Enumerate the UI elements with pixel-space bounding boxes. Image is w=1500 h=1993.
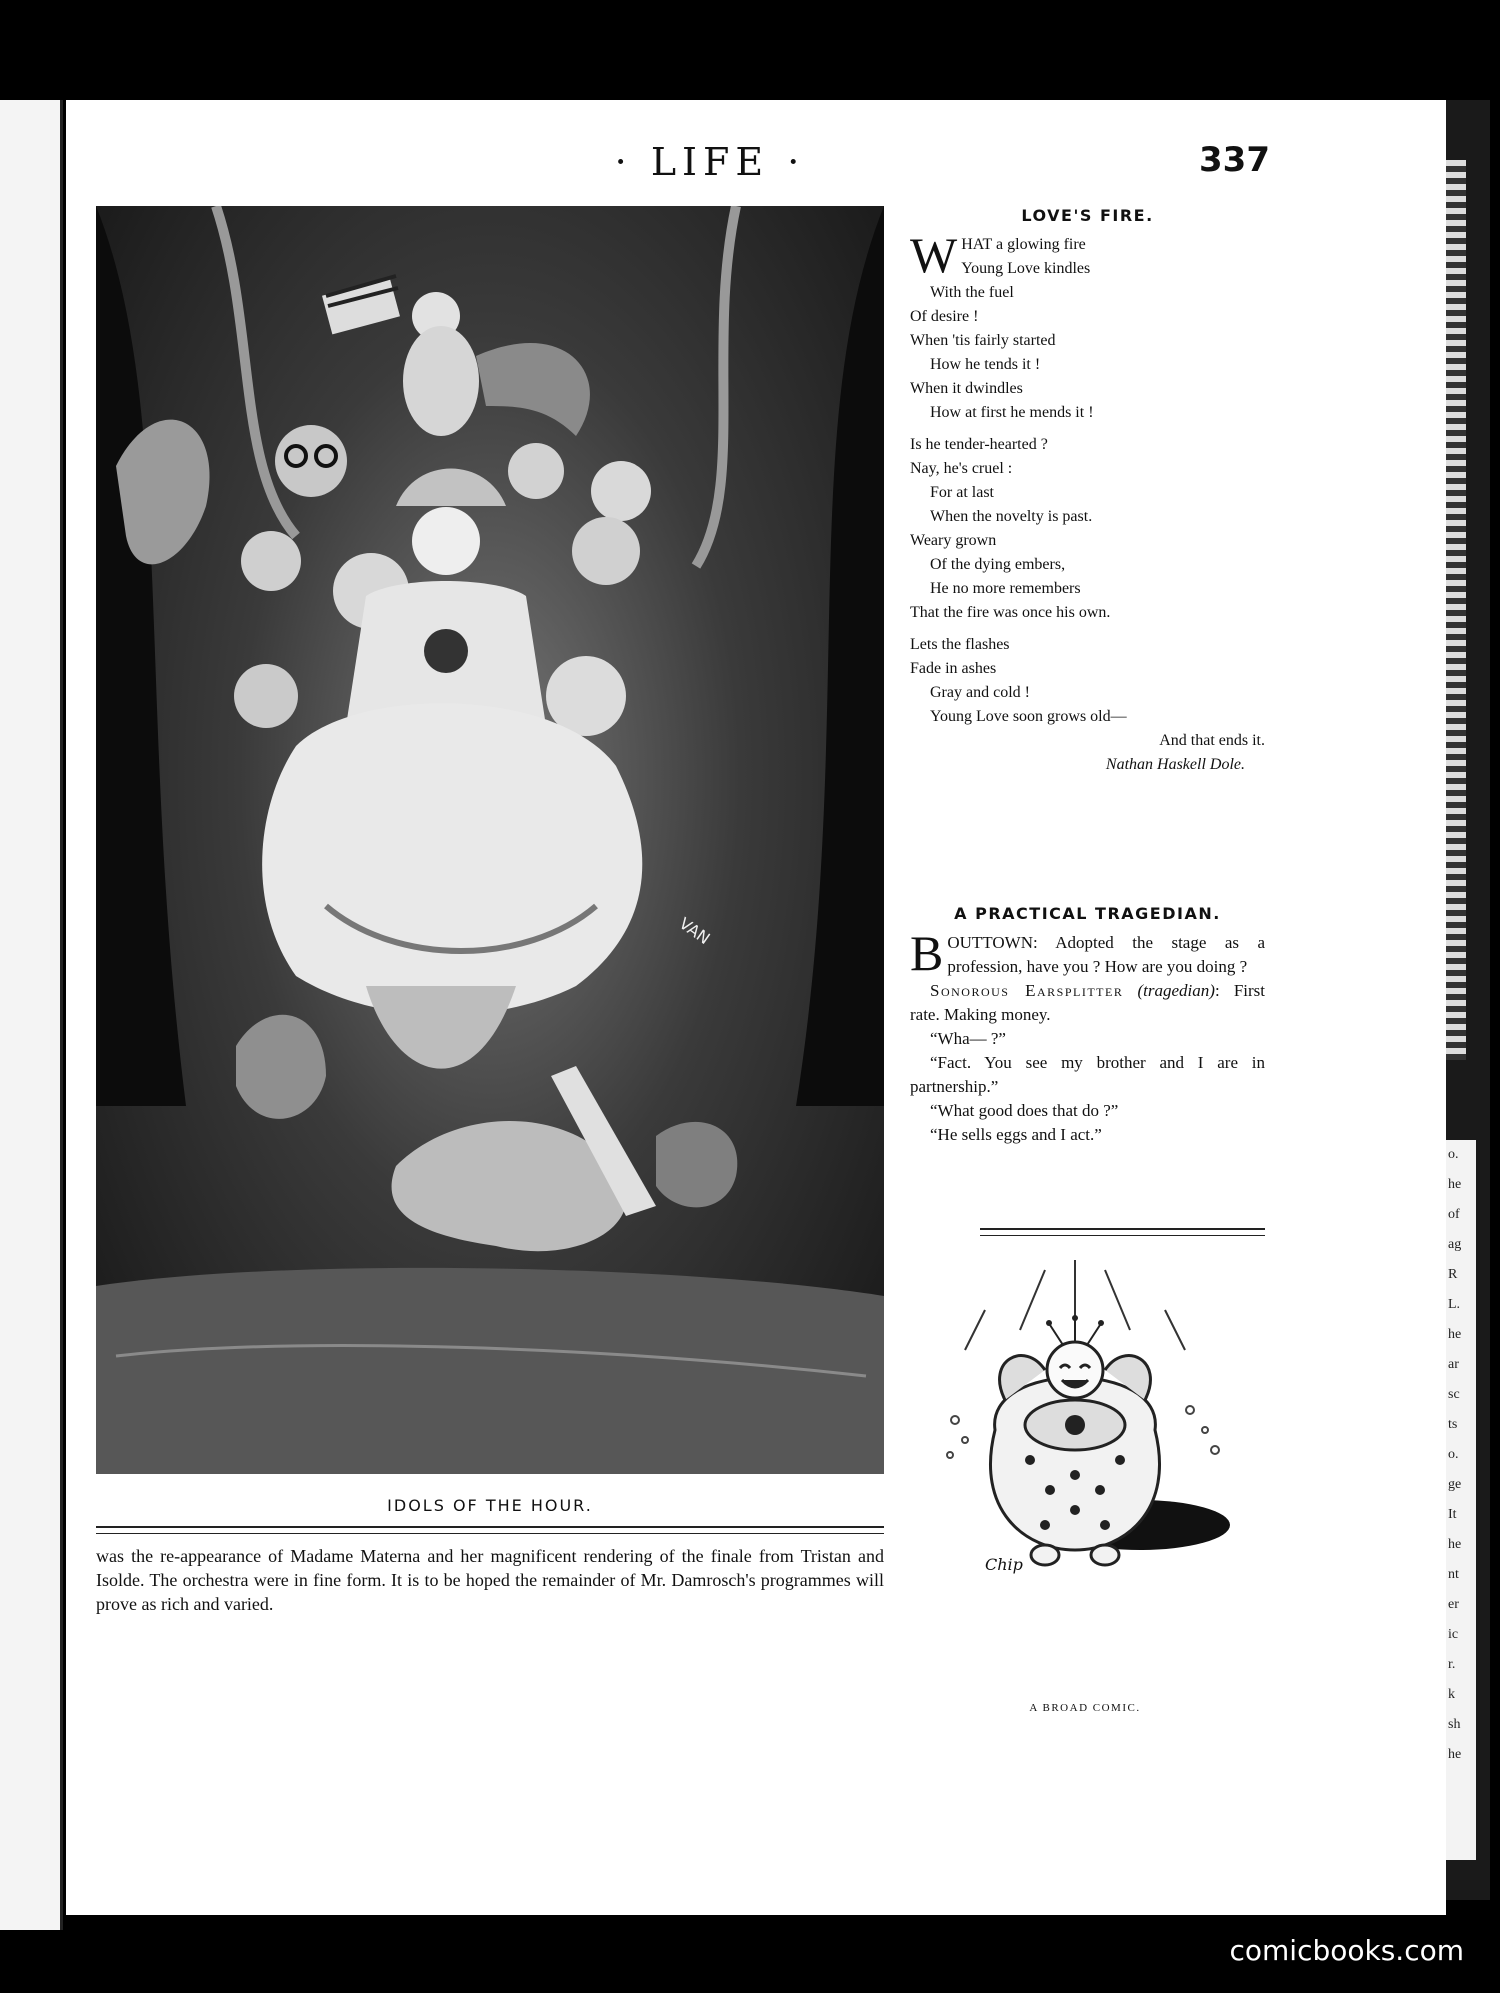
edge-text-fragment: ic <box>1448 1627 1459 1642</box>
edge-text-fragment: It <box>1448 1507 1457 1522</box>
poem-stanza-3 <box>910 633 1265 777</box>
poem-line: Fade in ashes <box>910 660 997 677</box>
drop-cap: W <box>910 227 958 283</box>
broad-comic-drawing <box>925 1250 1245 1590</box>
edge-text-fragment: he <box>1448 1537 1462 1552</box>
poem-line: How he tends it ! <box>930 356 1041 373</box>
poem-line: HAT a glowing fire <box>961 236 1086 253</box>
speaker-name: Sonorous Earsplitter <box>930 981 1124 1000</box>
caption-divider <box>96 1526 884 1534</box>
illustration-caption: IDOLS OF THE HOUR. <box>387 1496 593 1515</box>
poem-line: Young Love soon grows old— <box>930 708 1127 725</box>
edge-text-fragment: k <box>1448 1687 1455 1702</box>
poem-line: Of the dying embers, <box>930 556 1066 573</box>
poem-line: Of desire ! <box>910 308 979 325</box>
speaker-name: OUTTOWN: <box>947 933 1038 952</box>
comic-signature: Chip <box>985 1555 1023 1574</box>
artist-signature: VAN <box>675 913 714 949</box>
poem-line: Lets the flashes <box>910 636 1010 653</box>
edge-text-fragment: ts <box>1448 1417 1458 1432</box>
edge-text-fragment: o. <box>1448 1447 1459 1462</box>
edge-text-fragment: ar <box>1448 1357 1459 1372</box>
page-number: 337 <box>1199 140 1270 180</box>
poem-line: Weary grown <box>910 532 997 549</box>
illustration-drawing <box>96 206 884 1474</box>
edge-text-fragment: he <box>1448 1177 1462 1192</box>
dialogue-line: “Fact. You see my brother and I are in partnership.” <box>910 1053 1265 1096</box>
poem-heading: LOVE'S FIRE. <box>1021 206 1154 225</box>
column-divider <box>980 1228 1265 1236</box>
tragedian-column <box>910 904 1265 1147</box>
edge-text-fragment: ag <box>1448 1237 1462 1252</box>
dialogue-line: “What good does that do ?” <box>930 1101 1119 1120</box>
poem-line: When the novelty is past. <box>930 508 1093 525</box>
edge-text-fragment: r. <box>1448 1657 1456 1672</box>
facing-page-edge <box>0 100 63 1930</box>
edge-text-fragment: o. <box>1448 1147 1459 1162</box>
edge-text-fragment: of <box>1448 1207 1460 1222</box>
poem-line: When it dwindles <box>910 380 1023 397</box>
poem-stanza-1 <box>910 227 1265 425</box>
tragedian-dialogue-1 <box>910 925 1266 981</box>
poem-line: When 'tis fairly started <box>910 332 1056 349</box>
dialogue-text: Adopted the stage as a profession, have you ? How are you doing ? <box>947 933 1266 976</box>
poem-line: Nay, he's cruel : <box>910 460 1013 477</box>
tragedian-heading: A PRACTICAL TRAGEDIAN. <box>954 904 1221 923</box>
edge-text-fragment: he <box>1448 1327 1462 1342</box>
poem-line: Gray and cold ! <box>930 684 1030 701</box>
poem-line: And that ends it. <box>1159 732 1265 749</box>
article-continuation: was the re-appearance of Madame Materna and her magnificent rendering of the finale from Tristan and Isolde. The orchestra were in fine form. It is to be hoped the remainder of Mr. Damrosch's programmes will prove as rich and varied. <box>96 1546 884 1614</box>
edge-text-fragment: sh <box>1448 1717 1461 1732</box>
poem-line: How at first he mends it ! <box>930 404 1094 421</box>
edge-text-fragment: L. <box>1448 1297 1461 1312</box>
speaker-role: (tragedian) <box>1137 981 1215 1000</box>
page-title: · LIFE · <box>614 140 806 184</box>
dialogue-text: : First rate. Making money. <box>910 981 1265 1024</box>
poem-line: With the fuel <box>930 284 1014 301</box>
drop-cap: B <box>910 925 944 981</box>
illustration-idols-of-the-hour <box>96 206 884 1474</box>
poem-line: For at last <box>930 484 994 501</box>
edge-text-fragment: nt <box>1448 1567 1459 1582</box>
watermark: comicbooks.com <box>1229 1934 1464 1967</box>
dialogue-line: “He sells eggs and I act.” <box>930 1125 1102 1144</box>
poem-line: That the fire was once his own. <box>910 604 1111 621</box>
poem-stanza-2 <box>910 433 1265 625</box>
edge-text-fragment: R <box>1448 1267 1458 1282</box>
poem-line: He no more remembers <box>930 580 1081 597</box>
poem-line: Young Love kindles <box>961 260 1091 277</box>
tragedian-dialogue-2 <box>910 979 1265 1027</box>
comic-caption: A BROAD COMIC. <box>1029 1702 1141 1714</box>
dialogue-line: “Wha— ?” <box>930 1029 1006 1048</box>
poem-author: Nathan Haskell Dole. <box>1105 756 1245 773</box>
edge-text-fragment: er <box>1448 1597 1459 1612</box>
poem-column <box>910 206 1265 777</box>
poem-line: Is he tender-hearted ? <box>910 436 1048 453</box>
edge-text-fragment: sc <box>1448 1387 1460 1402</box>
edge-text-fragment: he <box>1448 1747 1462 1762</box>
edge-text-fragment: ge <box>1448 1477 1462 1492</box>
